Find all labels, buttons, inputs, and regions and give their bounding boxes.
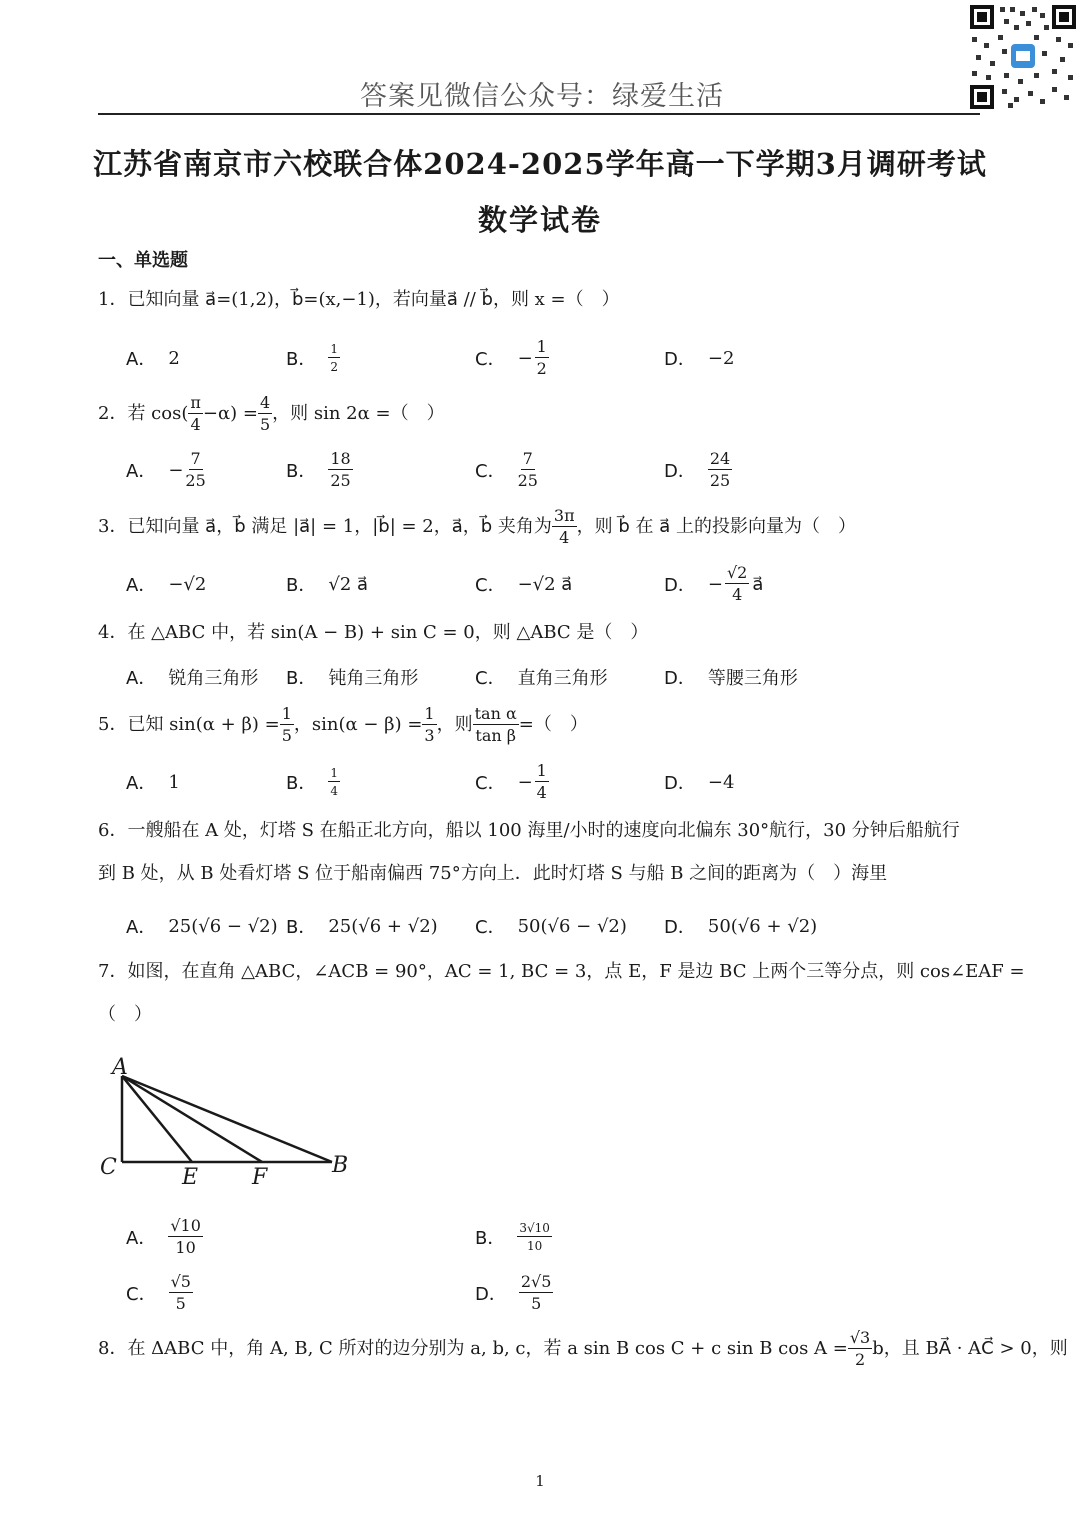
q1-option-a: A． 2: [126, 347, 180, 370]
exam-title: 江苏省南京市六校联合体2024-2025学年高一下学期3月调研考试: [93, 147, 987, 181]
q6-option-c: C． 50(√6 − √2): [475, 915, 627, 938]
section-heading: 一、单选题: [98, 250, 188, 271]
question-7-line-1: 7．如图，在直角 △ABC，∠ACB = 90°，AC = 1, BC = 3，点 E，F 是边 BC 上两个三等分点，则 cos∠EAF =: [98, 961, 1025, 982]
q3-option-b: B． √2 a⃗: [286, 573, 369, 596]
segment-af: [122, 1076, 262, 1162]
q1-option-d: D． −2: [664, 347, 735, 370]
point-label-e: E: [182, 1165, 199, 1190]
q6-option-b: B． 25(√6 + √2): [286, 915, 438, 938]
q3-option-c: C． −√2 a⃗: [475, 573, 573, 596]
point-label-a: A: [112, 1055, 128, 1080]
q5-option-a: A． 1: [126, 771, 180, 794]
question-8-stem: 8．在 ΔABC 中，角 A, B, C 所对的边分别为 a, b, c，若 a sin B cos C + c sin B cos A = $\frac{√3}{2}$ b，且 BA⃗ · AC⃗ > 0，则: [98, 1328, 1068, 1369]
header-text: 答案见微信公众号：绿爱生活: [360, 81, 724, 112]
question-6-line-1: 6．一艘船在 A 处，灯塔 S 在船正北方向，船以 100 海里/小时的速度向北偏东 30°航行，30 分钟后船航行: [98, 820, 960, 841]
question-7-line-2: （ ）: [98, 1004, 152, 1025]
point-label-b: B: [332, 1153, 349, 1178]
q7-option-d: D． $\frac{2√5}{5}$: [475, 1272, 552, 1313]
question-1-stem: 1．已知向量 a⃗=(1,2)，b⃗=(x,−1)，若向量a⃗ // b⃗，则 x =（ ）: [98, 289, 620, 310]
q4-option-a: A． 锐角三角形: [126, 668, 259, 689]
q2-option-a: A． − $\frac{7}{25}$: [126, 449, 206, 490]
q6-option-a: A． 25(√6 − √2): [126, 915, 278, 938]
q2-option-d: D． $\frac{24}{25}$: [664, 449, 731, 490]
point-label-c: C: [100, 1155, 117, 1180]
question-2-stem: 2．若 cos( $\frac{\pi}{4}$ −α) = $\frac{4}{5}$ ，则 sin 2α =（ ）: [98, 393, 445, 434]
q4-option-b: B． 钝角三角形: [286, 668, 419, 689]
segment-ab: [122, 1076, 332, 1162]
q5-option-b: B． $\frac{1}{4}$: [286, 766, 338, 798]
qr-code-icon: [968, 3, 1078, 111]
q4-option-d: D． 等腰三角形: [664, 668, 798, 689]
q5-option-d: D． −4: [664, 771, 735, 794]
question-5-stem: 5．已知 sin(α + β) = $\frac{1}{5}$ ，sin(α − β) = $\frac{1}{3}$ ，则 $\frac{\text{tan α}}{\text{tan β}}$ =（ ）: [98, 704, 588, 745]
question-4-stem: 4．在 △ABC 中，若 sin(A − B) + sin C = 0，则 △ABC 是（ ）: [98, 622, 649, 643]
exam-subtitle: 数学试卷: [477, 203, 602, 237]
q2-option-c: C． $\frac{7}{25}$: [475, 449, 538, 490]
q5-option-c: C． − $\frac{1}{4}$: [475, 761, 547, 802]
q4-option-c: C． 直角三角形: [475, 668, 608, 689]
question-6-line-2: 到 B 处，从 B 处看灯塔 S 位于船南偏西 75°方向上．此时灯塔 S 与船 B 之间的距离为（ ）海里: [98, 863, 888, 884]
triangle-figure: [96, 1050, 356, 1190]
question-3-stem: 3．已知向量 a⃗，b⃗ 满足 |a⃗| = 1，|b⃗| = 2，a⃗，b⃗ 夹角为 $\frac{3\pi}{4}$ ，则 b⃗ 在 a⃗ 上的投影向量为（ ）: [98, 506, 856, 547]
header-rule: [98, 113, 980, 115]
q6-option-d: D． 50(√6 + √2): [664, 915, 818, 938]
segment-ae: [122, 1076, 192, 1162]
q1-option-c: C． − $\frac{1}{2}$: [475, 337, 547, 378]
q2-option-b: B． $\frac{18}{25}$: [286, 449, 351, 490]
q7-option-b: B． $\frac{3√10}{10}$: [475, 1221, 550, 1253]
point-label-f: F: [252, 1165, 268, 1190]
q7-option-c: C． $\frac{√5}{5}$: [126, 1272, 191, 1313]
q1-option-b: B． $\frac{1}{2}$: [286, 342, 338, 374]
page-number: 1: [535, 1472, 545, 1490]
q7-option-a: A． $\frac{√10}{10}$: [126, 1216, 201, 1257]
q3-option-a: A． −√2: [126, 573, 207, 596]
q3-option-d: D． − $\frac{√2}{4}$ a⃗: [664, 563, 764, 604]
